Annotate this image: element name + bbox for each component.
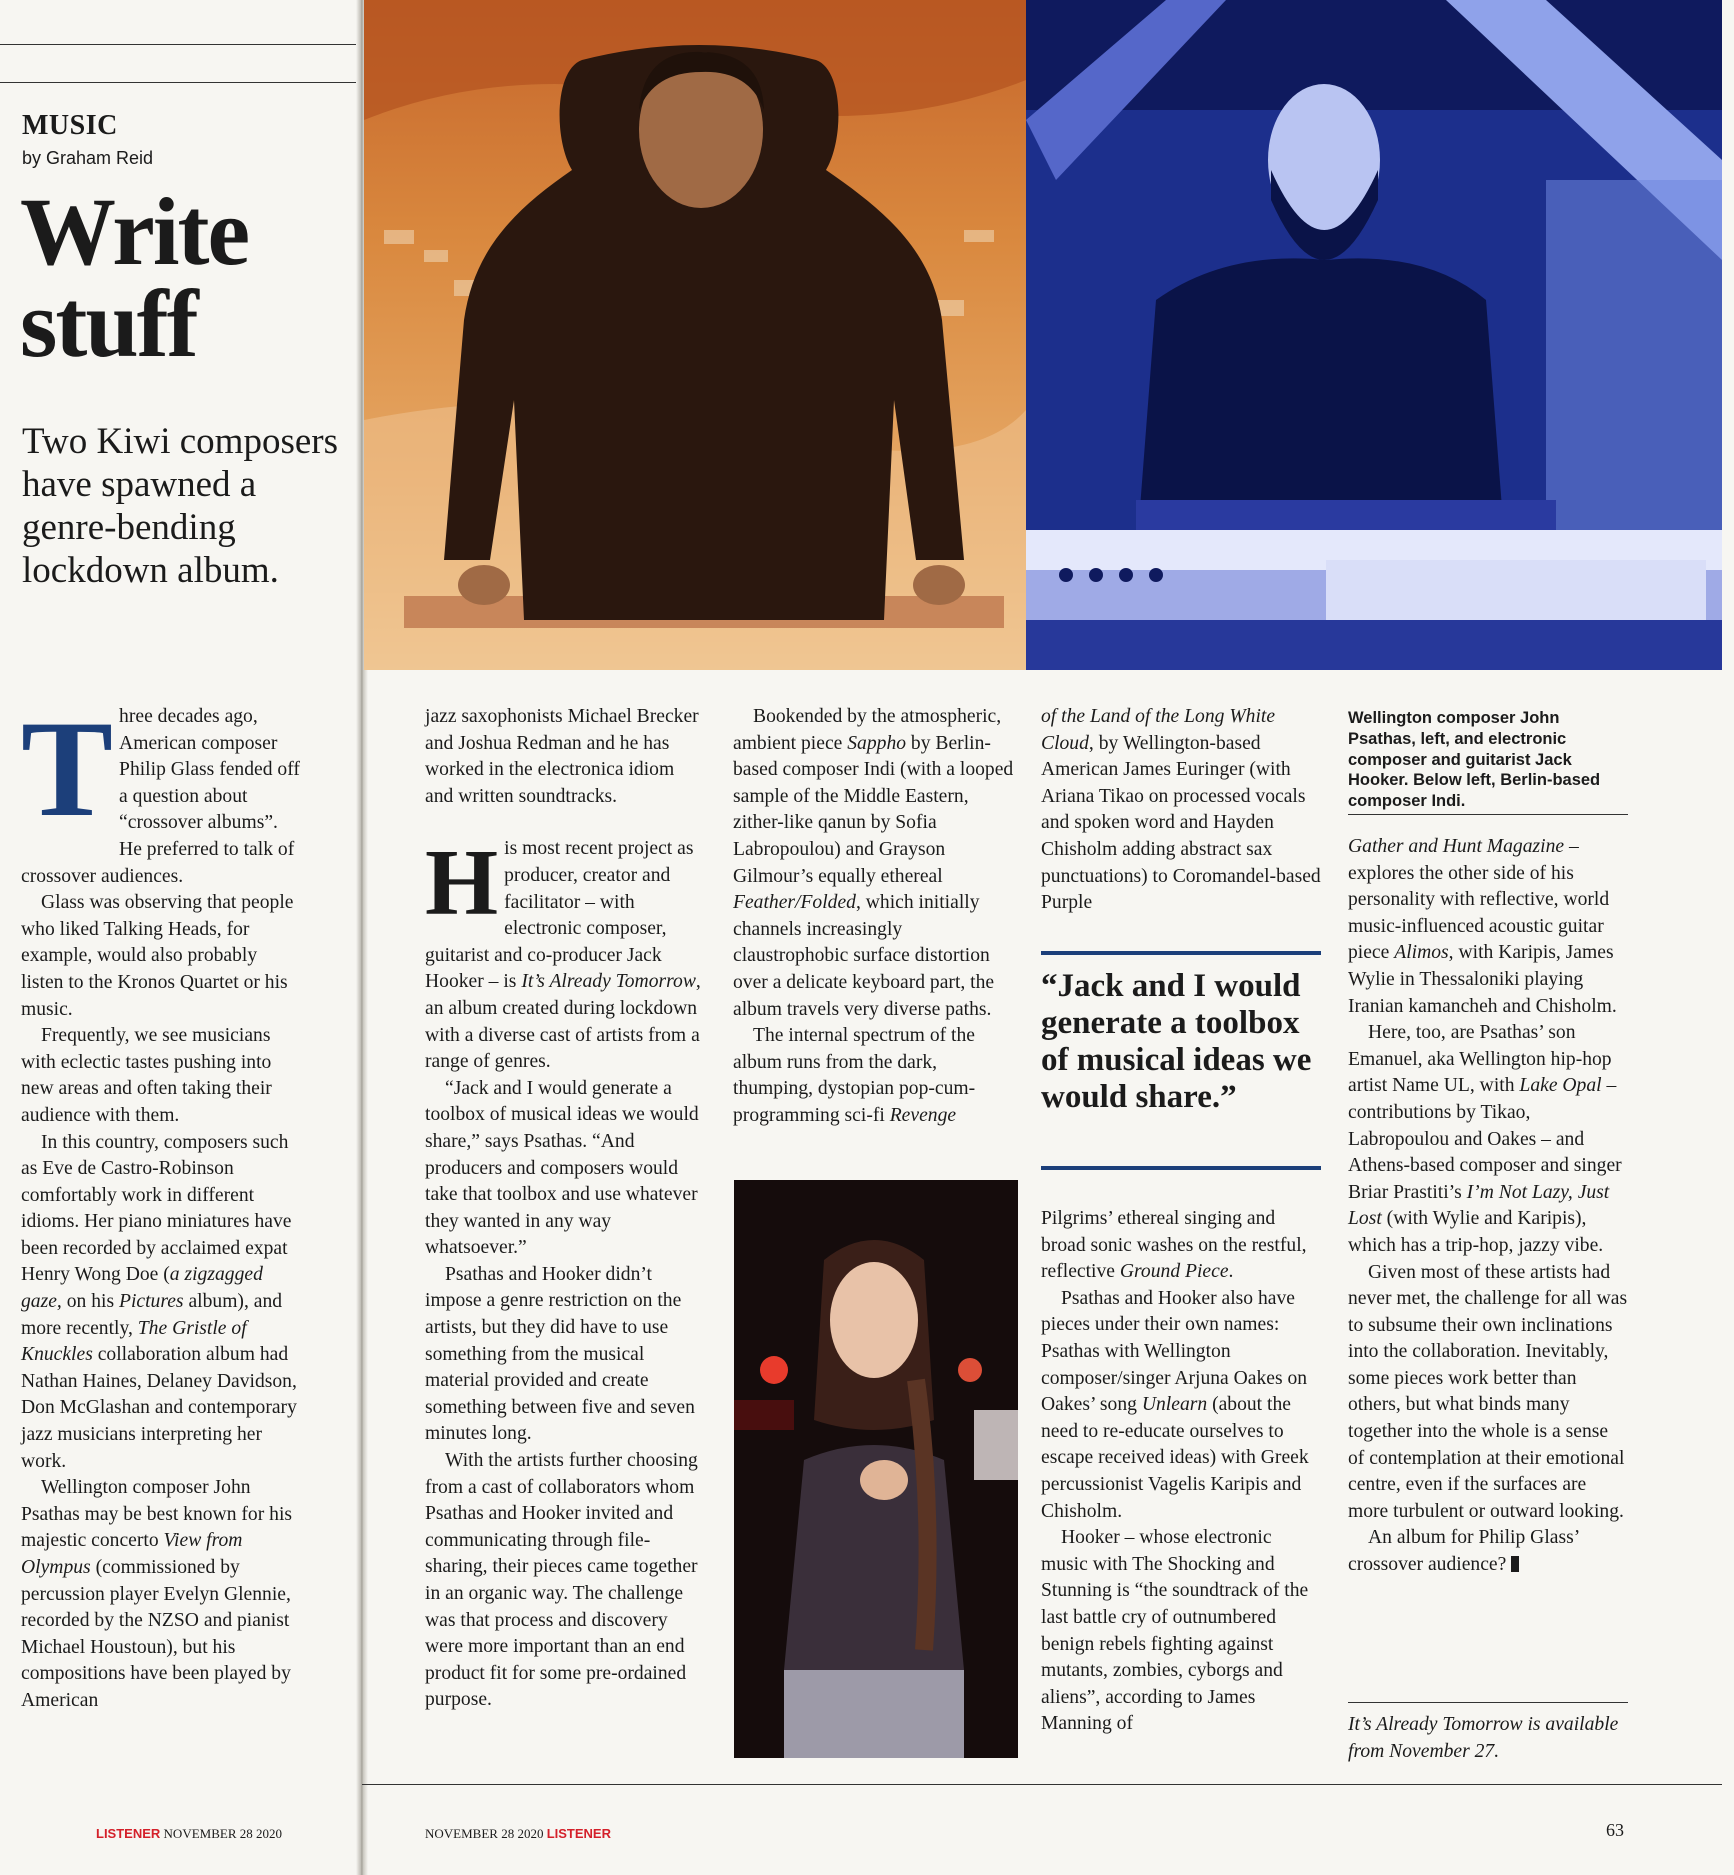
col5-paragraph-2: Here, too, are Psathas’ son Emanuel, aka Wellington hip-hop artist Name UL, with Lake Opal – contributions by Tikao, Labropoulou and Oakes – and Athens-based composer and singer Briar Prastiti’s I’m Not Lazy, Just Lost (with Wylie and Karipis), which has a trip-hop, jazzy vibe. xyxy=(1348,1022,1622,1256)
availability-note: It’s Already Tomorrow is available from November 27. xyxy=(1348,1714,1619,1762)
pull-quote: “Jack and I would generate a toolbox of musical ideas we would share.” xyxy=(1041,968,1312,1115)
footer-right xyxy=(425,1826,611,1842)
col1-paragraph-5: Wellington composer John Psathas may be best known for his majestic concerto View from Olympus (commissioned by percussion player Evelyn Glennie, recorded by the NZSO and pianist Michael Houstoun), but his compositions have been played by American xyxy=(21,1477,293,1711)
standfirst: Two Kiwi composers have spawned a genre-bending lockdown album. xyxy=(22,421,338,591)
photo-indi xyxy=(734,1180,1018,1758)
footer-rule xyxy=(362,1784,1722,1785)
col2-paragraph-3: “Jack and I would generate a toolbox of musical ideas we would share,” says Psathas. “And producers and composers would take that toolbox and use whatever they wanted in any way whatsoever.” xyxy=(425,1077,699,1259)
col4-paragraph-3: Psathas and Hooker also have pieces under their own names: Psathas with Wellington composer/singer Arjuna Oakes on Oakes’ song Unlearn (about the need to re-educate ourselves to escape received ideas) with Greek percussionist Vagelis Karipis and Chisholm. xyxy=(1041,1287,1309,1522)
indi-photo-image xyxy=(734,1180,1018,1758)
col5-paragraph-3: Given most of these artists had never met, the challenge for all was to subsume their own inclinations into the collaboration. Inevitably, some pieces work better than others, but what binds many together into the whole is a sense of contemplation at their emotional centre, even if the surfaces are more turbulent or outward looking. xyxy=(1348,1261,1628,1522)
section-label: MUSIC xyxy=(22,110,118,141)
footer-left xyxy=(96,1826,282,1842)
col4-paragraph-4: Hooker – whose electronic music with The Shocking and Stunning is “the soundtrack of the last battle cry of outnumbered benign rebels fighting against mutants, zombies, cyborgs and aliens”, according to James Manning of xyxy=(1041,1527,1309,1735)
hooker-photo-image xyxy=(1026,0,1722,670)
end-mark-icon xyxy=(1511,1556,1519,1572)
col5-paragraph-4: An album for Philip Glass’ crossover audience? xyxy=(1348,1527,1579,1576)
footer-left-date: NOVEMBER 28 2020 xyxy=(163,1826,282,1841)
photo-caption: Wellington composer John Psathas, left, and electronic composer and guitarist Jack Hooker. Below left, Berlin-based composer Indi. xyxy=(1348,709,1601,811)
col3-paragraph-1: Bookended by the atmospheric, ambient piece Sappho by Berlin-based composer Indi (with a looped sample of the Middle Eastern, zither-like qanun by Sofia Labropoulou) and Grayson Gilmour’s equally ethereal Feather/Folded, which initially channels increasingly claustrophobic surface distortion over a delicate keyboard part, the album travels very diverse paths. xyxy=(733,706,1014,1020)
headline-line-1: Write xyxy=(20,178,249,285)
col1-paragraph-1: Three decades ago, American composer Philip Glass fended off a question about “crossover albums”. He preferred to talk of crossover audiences. xyxy=(21,692,300,887)
drop-cap-h: H xyxy=(425,831,499,936)
footer-right-date: NOVEMBER 28 2020 xyxy=(425,1826,544,1841)
page-number: 63 xyxy=(1606,1820,1624,1840)
col2-paragraph-4: Psathas and Hooker didn’t impose a genre restriction on the artists, but they did have to use something from the musical material provided and create something between five and seven minutes long. xyxy=(425,1263,695,1445)
col1-paragraph-3: Frequently, we see musicians with eclectic tastes pushing into new areas and often taking their audience with them. xyxy=(21,1025,272,1126)
photo-jack-hooker xyxy=(1026,0,1722,670)
pullquote-rule-top xyxy=(1041,951,1321,955)
availability-rule xyxy=(1348,1702,1628,1703)
col1-paragraph-2: Glass was observing that people who liked Talking Heads, for example, would also probably listen to the Kronos Quartet or his music. xyxy=(21,892,294,1020)
column-2 xyxy=(425,704,705,1714)
column-4-top xyxy=(1041,704,1321,917)
col2-paragraph-1: jazz saxophonists Michael Brecker and Joshua Redman and he has worked in the electronica idiom and written soundtracks. xyxy=(425,706,699,807)
column-3 xyxy=(733,704,1018,1130)
col2-paragraph-5: With the artists further choosing from a cast of collaborators whom Psathas and Hooker invited and communicating through file-sharing, their pieces came together in an organic way. The challenge was that process and discovery were more important than an end product fit for some pre-ordained purpose. xyxy=(425,1450,698,1711)
byline: by Graham Reid xyxy=(22,148,154,168)
psathas-photo-image xyxy=(364,0,1026,670)
column-5 xyxy=(1348,834,1628,1579)
caption-rule xyxy=(1348,814,1628,815)
col3-paragraph-2: The internal spectrum of the album runs from the dark, thumping, dystopian pop-cum-programming sci-fi Revenge xyxy=(733,1025,976,1126)
col4-paragraph-1: of the Land of the Long White Cloud, by Wellington-based American James Euringer (with Ariana Tikao on processed vocals and spoken word and Hayden Chisholm adding abstract sax punctuations) to Coromandel-based Purple xyxy=(1041,706,1321,914)
headline-line-2: stuff xyxy=(20,270,197,377)
col1-paragraph-4: In this country, composers such as Eve de Castro-Robinson comfortably work in different idioms. Her piano miniatures have been recorded by acclaimed expat Henry Wong Doe (a zigzagged gaze, on his Pictures album), and more recently, The Gristle of Knuckles collaboration album had Nathan Haines, Delaney Davidson, Don McGlashan and contemporary jazz musicians interpreting her work. xyxy=(21,1131,297,1472)
pullquote-rule-bottom xyxy=(1041,1166,1321,1170)
top-rule xyxy=(0,44,356,45)
footer-left-brand: LISTENER xyxy=(96,1826,161,1841)
col4-paragraph-2: Pilgrims’ ethereal singing and broad sonic washes on the restful, reflective Ground Piece. xyxy=(1041,1208,1307,1283)
column-4-bottom xyxy=(1041,1206,1321,1738)
photo-john-psathas xyxy=(364,0,1026,670)
footer-right-brand: LISTENER xyxy=(546,1826,611,1841)
drop-cap-t: T xyxy=(21,692,114,845)
header-rule xyxy=(0,82,356,83)
col5-paragraph-1: Gather and Hunt Magazine – explores the other side of his personality with reflective, world music-influenced acoustic guitar piece Alimos, with Karipis, James Wylie in Thessaloniki playing Iranian kamancheh and Chisholm. xyxy=(1348,836,1617,1017)
headline xyxy=(20,178,249,377)
column-1 xyxy=(21,692,303,1715)
col2-paragraph-2: His most recent project as producer, creator and facilitator – with electronic composer, guitarist and co-producer Jack Hooker – is It’s Already Tomorrow, an album created during lockdown with a diverse cast of artists from a range of genres. xyxy=(425,831,701,1073)
